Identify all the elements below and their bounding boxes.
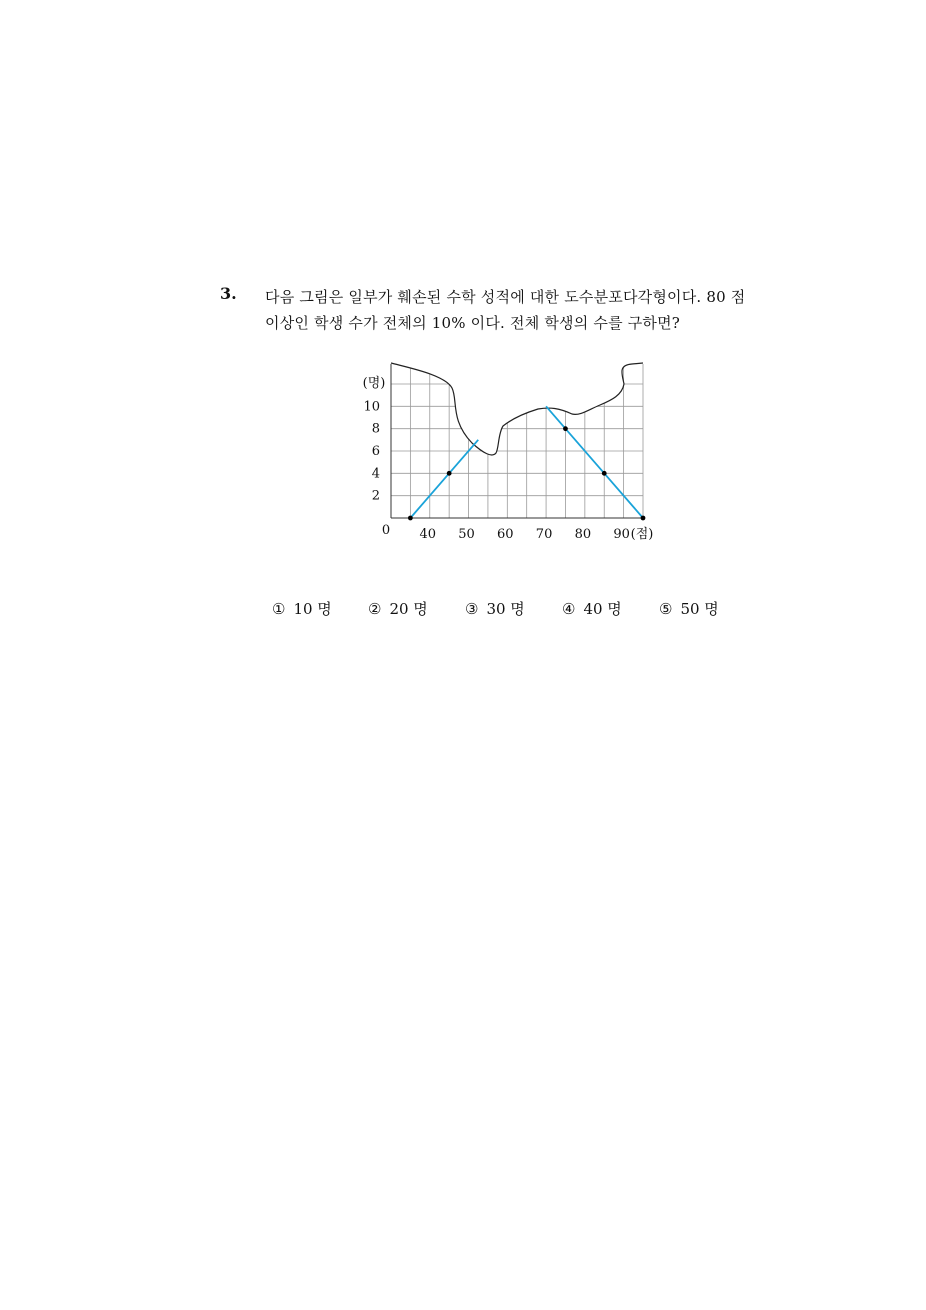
y-tick-label: 6 xyxy=(371,444,380,459)
answer-choices xyxy=(0,598,926,622)
data-point-4 xyxy=(602,471,607,476)
choice-1[interactable] xyxy=(272,598,332,619)
series-line-2 xyxy=(546,406,643,518)
y-tick-label: 2 xyxy=(371,488,380,504)
data-point-2 xyxy=(447,471,452,476)
x-tick-label: 90 xyxy=(613,527,630,542)
choice-4-mark: ④ xyxy=(562,600,576,618)
y-tick-label: 4 xyxy=(371,466,380,482)
choice-1-mark: ① xyxy=(272,600,286,618)
data-point-1 xyxy=(408,516,413,521)
frequency-polygon-chart xyxy=(350,350,670,550)
choice-5-text: 50 명 xyxy=(680,600,719,618)
choice-5[interactable] xyxy=(659,598,719,619)
x-tick-label: 40 xyxy=(419,527,437,542)
choice-3[interactable] xyxy=(465,598,525,619)
data-point-3 xyxy=(563,426,568,431)
x-unit-label: (점) xyxy=(630,527,654,542)
choice-2-text: 20 명 xyxy=(389,600,428,618)
question-text-line-2: 이상인 학생 수가 전체의 10% 이다. 전체 학생의 수를 구하면? xyxy=(265,314,681,332)
choice-4-text: 40 명 xyxy=(583,600,622,618)
x-tick-label: 60 xyxy=(497,527,514,542)
x-tick-label: 50 xyxy=(458,527,475,542)
choice-2-mark: ② xyxy=(368,600,382,618)
choice-1-text: 10 명 xyxy=(293,600,332,618)
torn-paper-edge xyxy=(391,350,643,455)
choice-5-mark: ⑤ xyxy=(659,600,673,618)
y-tick-label: 8 xyxy=(371,421,380,437)
data-point-5 xyxy=(641,516,646,521)
question-number: 3. xyxy=(220,284,237,303)
question-text-line-1: 다음 그림은 일부가 훼손된 수학 성적에 대한 도수분포다각형이다. 80 점 xyxy=(265,288,746,306)
choice-2[interactable] xyxy=(368,598,428,619)
choice-3-text: 30 명 xyxy=(486,600,525,618)
y-unit-label: (명) xyxy=(362,376,386,391)
choice-4[interactable] xyxy=(562,598,622,619)
series-line-1 xyxy=(410,440,478,518)
x-tick-label: 80 xyxy=(574,527,592,542)
x-tick-label: 70 xyxy=(535,527,553,542)
choice-3-mark: ③ xyxy=(465,600,479,618)
y-tick-label: 10 xyxy=(363,399,380,415)
origin-label: 0 xyxy=(381,523,391,538)
